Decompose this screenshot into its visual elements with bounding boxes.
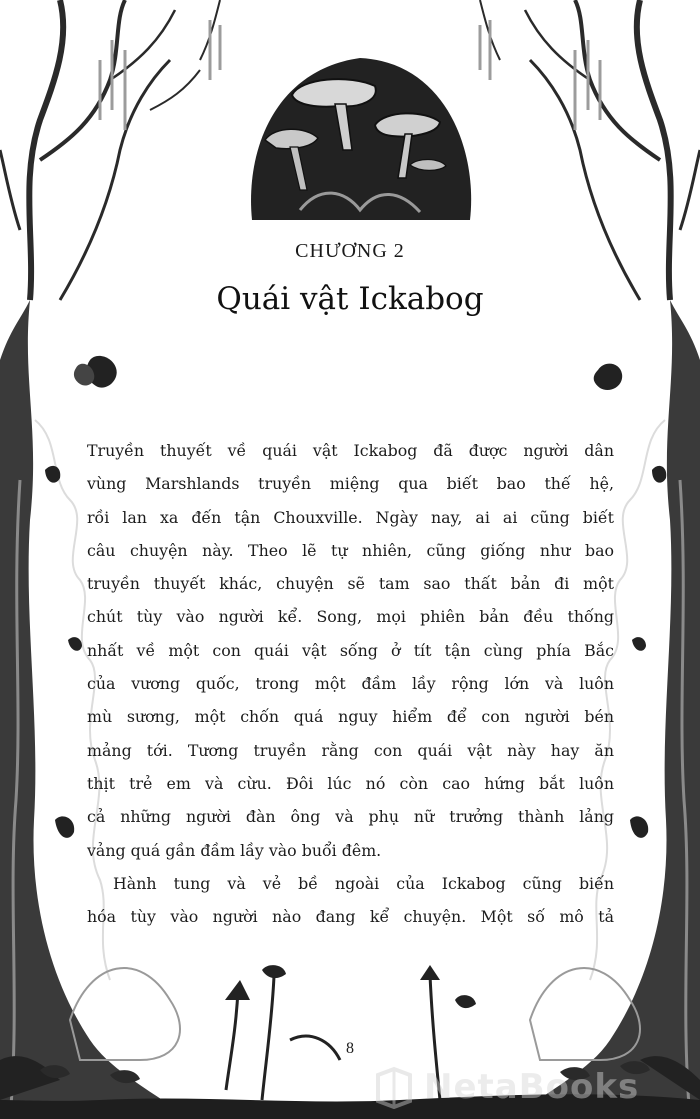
text-line: mù sương, một chốn quá nguy hiểm để con người bén	[87, 707, 614, 727]
text-line: Hành tung và vẻ bề ngoài của Ickabog cũng biến	[113, 873, 614, 893]
text-line: rồi lan xa đến tận Chouxville. Ngày nay, ai ai cũng biết	[87, 507, 614, 527]
watermark-text: NetaBooks	[424, 1067, 640, 1107]
watermark	[372, 1062, 700, 1112]
page-number: 8	[346, 1040, 354, 1057]
chapter-body-text	[87, 434, 614, 933]
text-line: câu chuyện này. Theo lẽ tự nhiên, cũng giống như bao	[87, 540, 614, 560]
text-line: hóa tùy vào người nào đang kể chuyện. Một số mô tả	[87, 907, 614, 927]
mushroom-vignette	[251, 58, 471, 220]
chapter-title: Quái vật Ickabog	[216, 281, 484, 317]
text-line: vùng Marshlands truyền miệng qua biết bao thế hệ,	[87, 474, 614, 494]
text-line: vảng quá gần đầm lầy vào buổi đêm.	[87, 840, 382, 860]
text-line: cả những người đàn ông và phụ nữ trưởng thành lảng	[87, 807, 614, 827]
text-line: nhất về một con quái vật sống ở tít tận cùng phía Bắc	[87, 640, 614, 660]
text-line: chút tùy vào người kể. Song, mọi phiên bản đều thống	[87, 607, 614, 627]
text-line: mảng tới. Tương truyền rằng con quái vật này hay ăn	[87, 740, 614, 760]
text-line: thịt trẻ em và cừu. Đôi lúc nó còn cao hứng bắt luôn	[87, 773, 614, 793]
chapter-number: CHƯƠNG 2	[295, 240, 405, 262]
text-line: truyền thuyết khác, chuyện sẽ tam sao thất bản đi một	[87, 574, 614, 594]
text-line: của vương quốc, trong một đầm lầy rộng lớn và luôn	[87, 674, 614, 694]
book-logo-icon	[372, 1065, 416, 1109]
text-line: Truyền thuyết về quái vật Ickabog đã được người dân	[87, 441, 614, 460]
